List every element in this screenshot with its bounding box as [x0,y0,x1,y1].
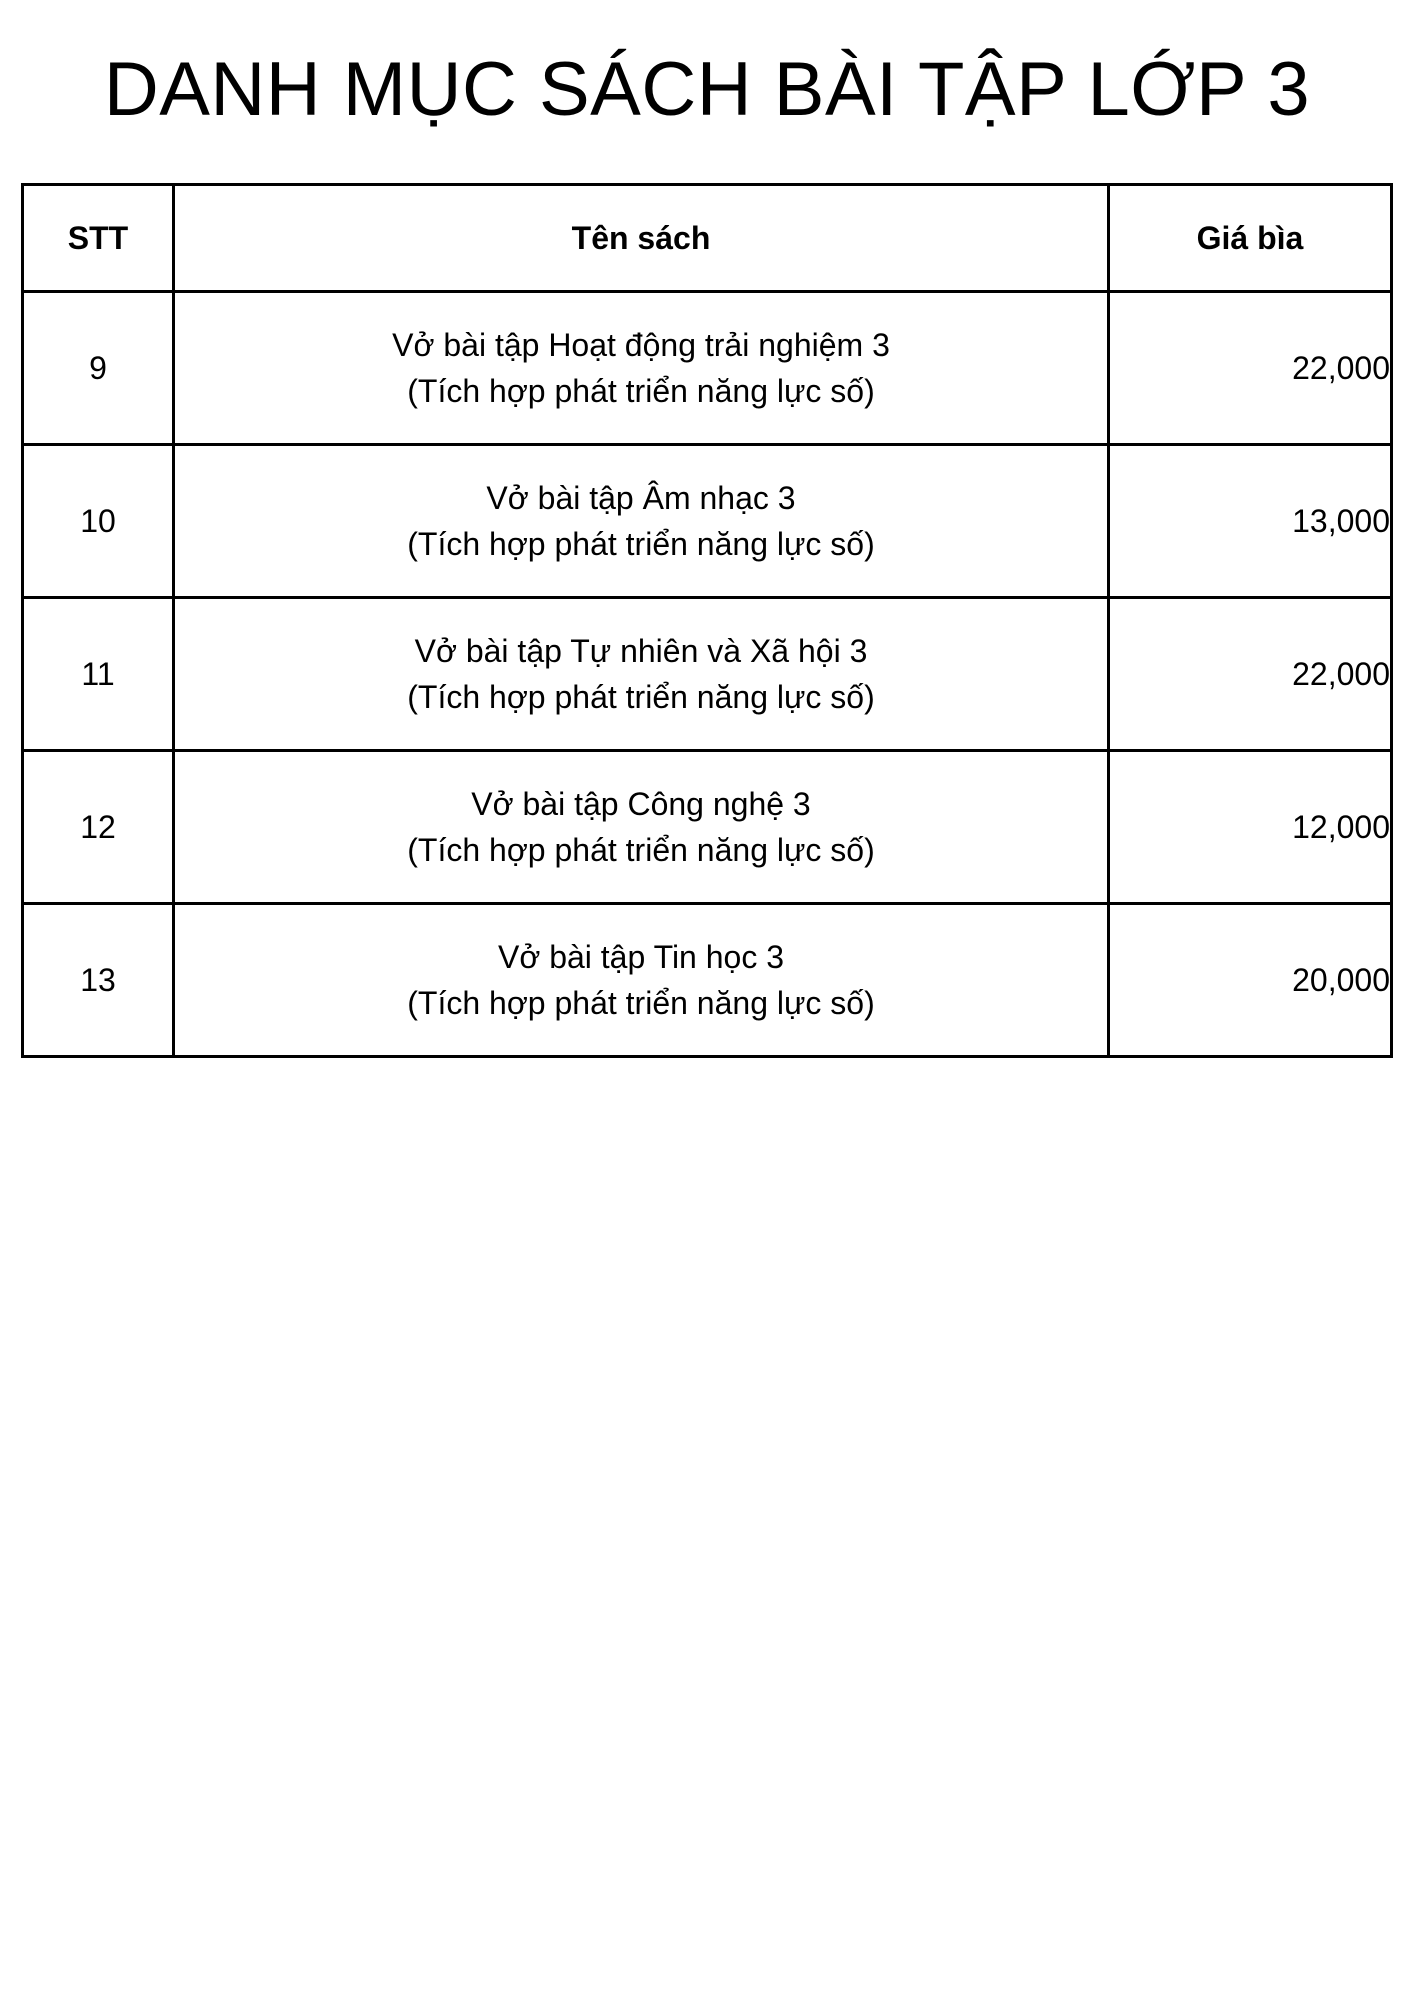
header-cover-price: Giá bìa [1109,185,1392,292]
row-book-name [174,751,1109,904]
row-book-name [174,445,1109,598]
page-title: DANH MỤC SÁCH BÀI TẬP LỚP 3 [103,47,1311,132]
table-row [23,751,1392,904]
book-title: Vở bài tập Hoạt động trải nghiệm 3 [392,327,890,363]
book-subtitle: (Tích hợp phát triển năng lực số) [407,526,875,562]
row-price: 20,000 [1109,904,1392,1057]
book-subtitle: (Tích hợp phát triển năng lực số) [407,985,875,1021]
row-book-name [174,598,1109,751]
row-book-name [174,904,1109,1057]
row-price: 13,000 [1109,445,1392,598]
table-header-row [23,185,1392,292]
book-catalog-table [21,183,1393,1058]
book-subtitle: (Tích hợp phát triển năng lực số) [407,832,875,868]
row-price: 12,000 [1109,751,1392,904]
row-stt: 10 [23,445,174,598]
book-title: Vở bài tập Tự nhiên và Xã hội 3 [414,633,868,669]
table-row [23,445,1392,598]
book-title: Vở bài tập Âm nhạc 3 [486,480,796,516]
row-stt: 12 [23,751,174,904]
table-row [23,292,1392,445]
header-book-name: Tên sách [174,185,1109,292]
row-stt: 13 [23,904,174,1057]
table-row [23,598,1392,751]
book-subtitle: (Tích hợp phát triển năng lực số) [407,679,875,715]
book-title: Vở bài tập Công nghệ 3 [471,786,811,822]
row-price: 22,000 [1109,292,1392,445]
row-book-name [174,292,1109,445]
row-price: 22,000 [1109,598,1392,751]
row-stt: 9 [23,292,174,445]
row-stt: 11 [23,598,174,751]
book-title: Vở bài tập Tin học 3 [497,939,785,975]
header-stt: STT [23,185,174,292]
table-row [23,904,1392,1057]
book-subtitle: (Tích hợp phát triển năng lực số) [407,373,875,409]
